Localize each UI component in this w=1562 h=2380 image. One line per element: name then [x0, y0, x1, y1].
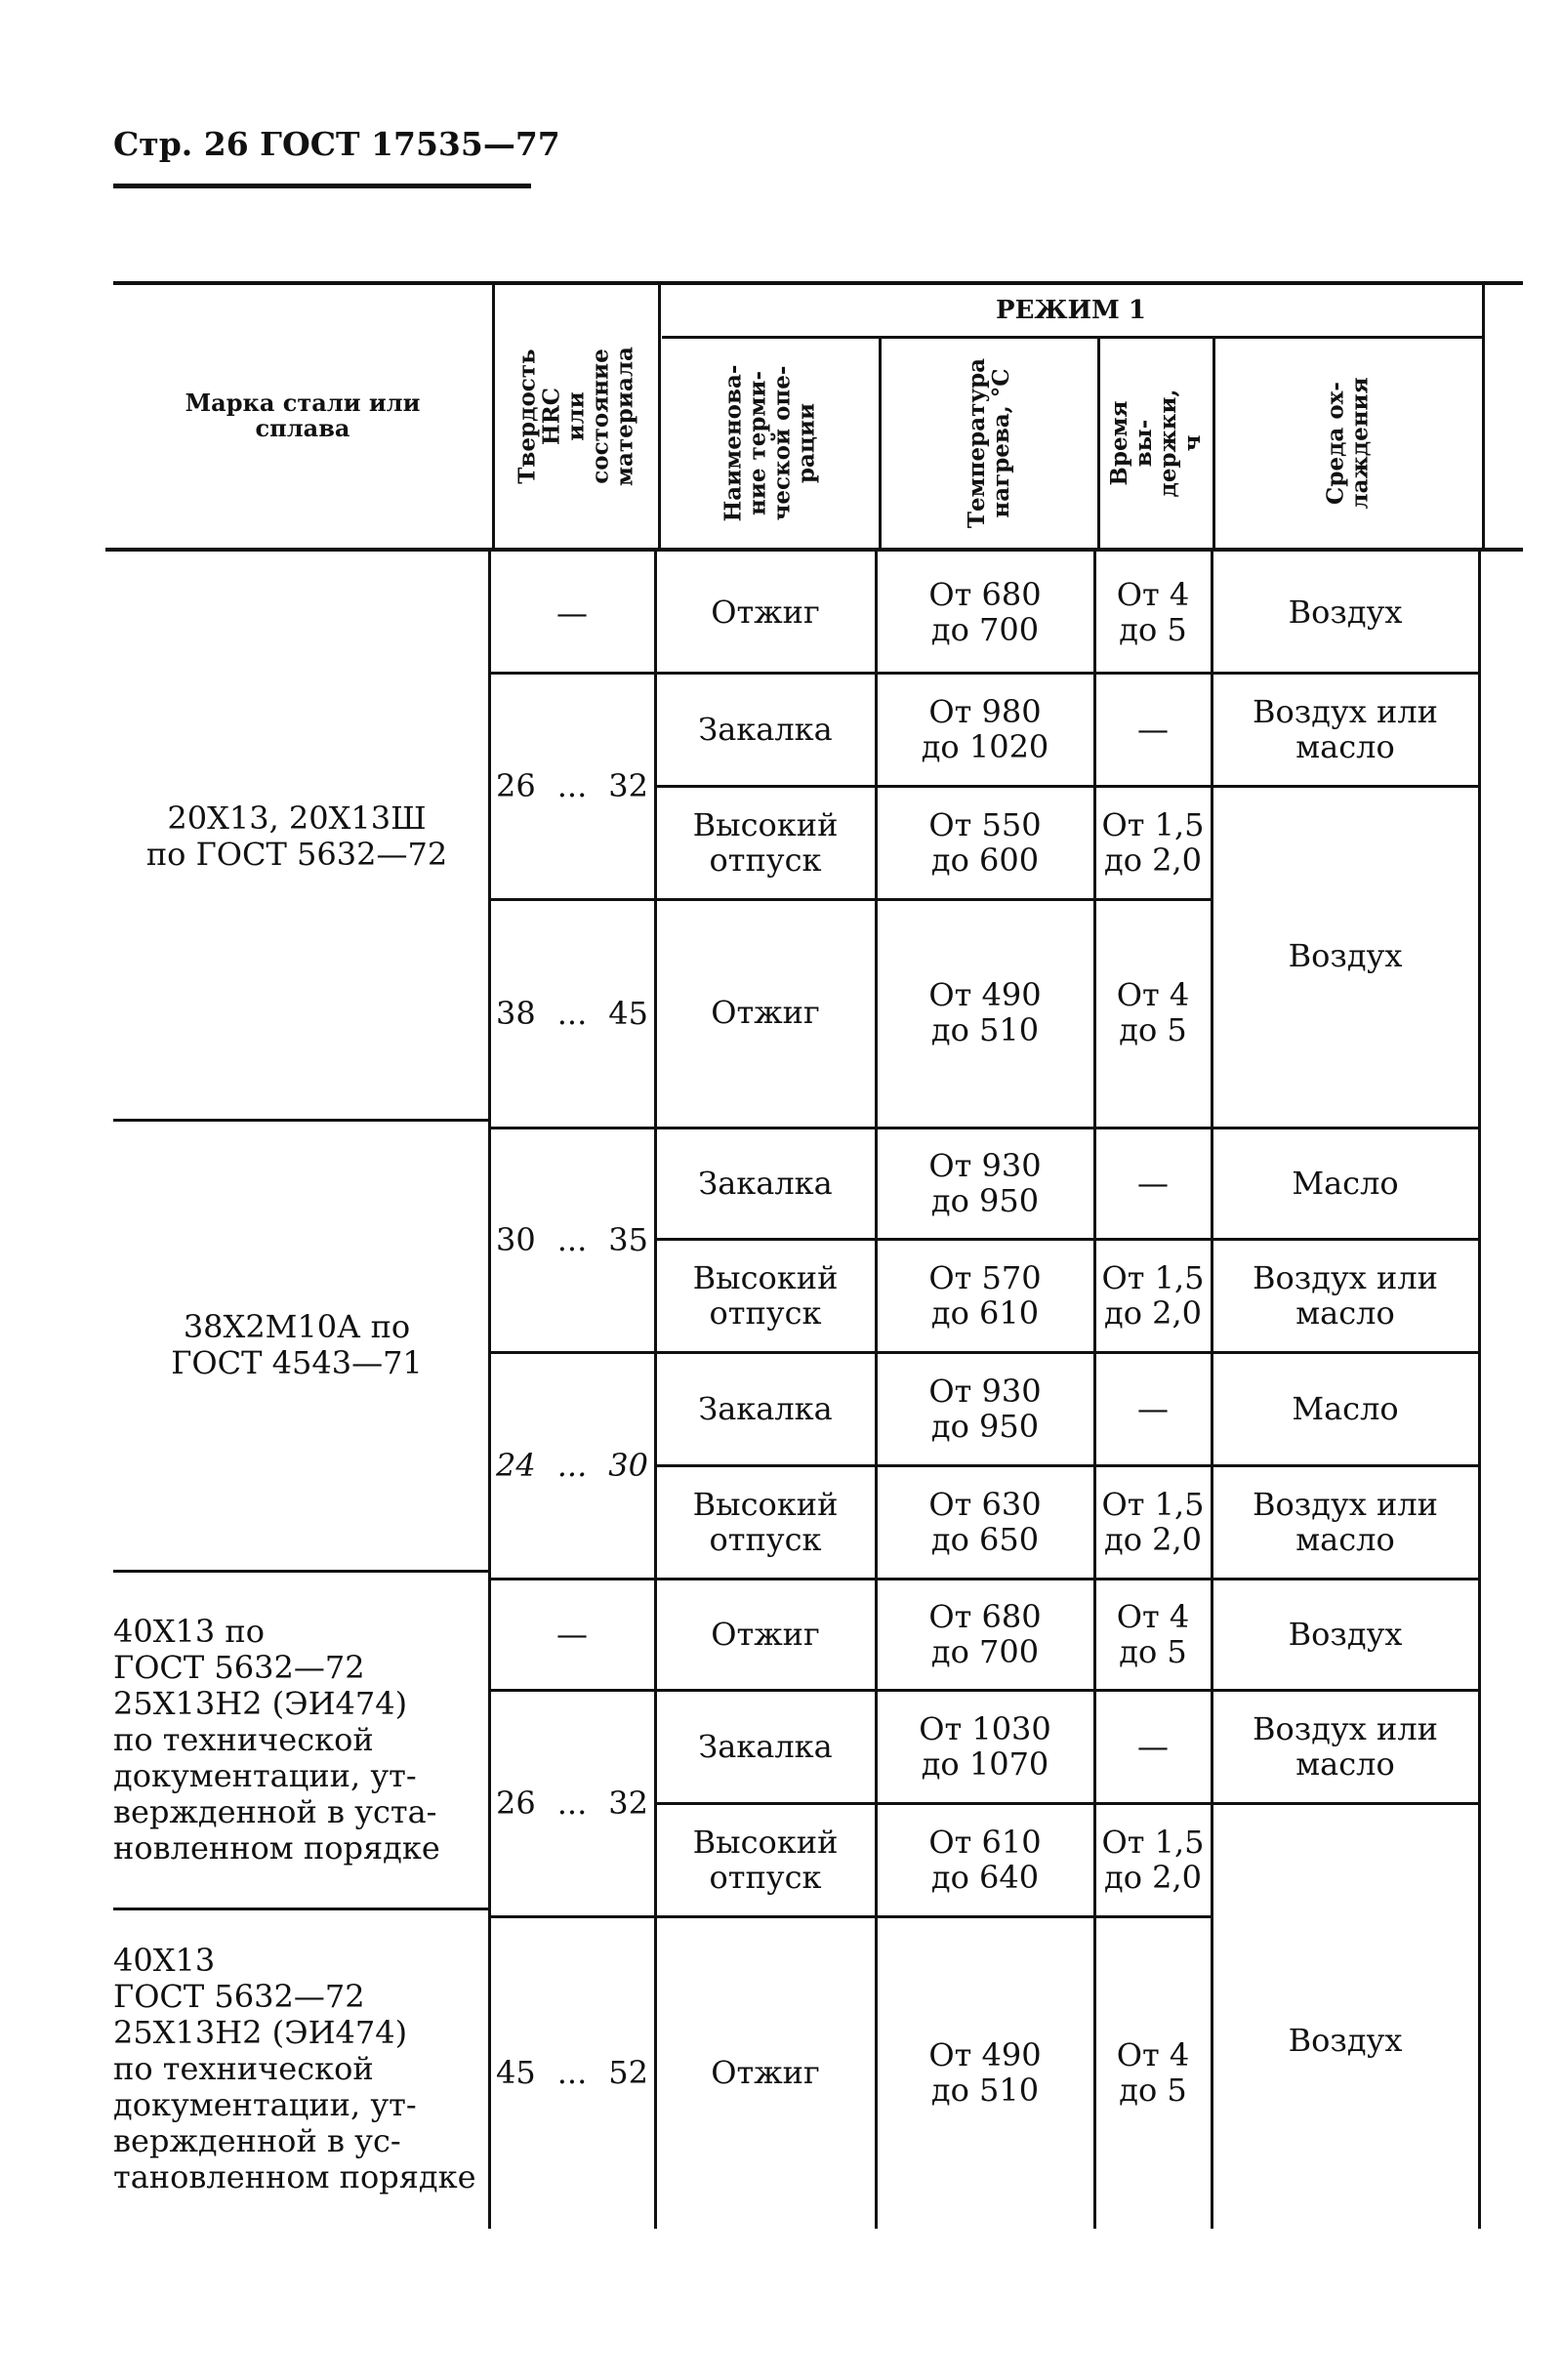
- time-cell: От 4 до 5: [1116, 576, 1190, 648]
- temperature-cell: От 570 до 610: [928, 1259, 1042, 1332]
- hardness-cell: —: [556, 1616, 588, 1653]
- col-header-medium: Среда ох- лаждения: [1322, 377, 1374, 510]
- medium-cell: Воздух или масло: [1253, 1710, 1438, 1783]
- operation-cell: Высокий отпуск: [692, 806, 839, 879]
- time-cell: От 4 до 5: [1116, 1598, 1190, 1670]
- time-cell: От 1,5 до 2,0: [1101, 1259, 1205, 1332]
- temperature-cell: От 490 до 510: [928, 2036, 1042, 2109]
- medium-cell: Масло: [1292, 1390, 1399, 1427]
- temperature-cell: От 680 до 700: [928, 1598, 1042, 1670]
- operation-cell: Высокий отпуск: [692, 1486, 839, 1558]
- header-bottom-rule: [105, 548, 1523, 552]
- col-header-mode: РЕЖИМ 1: [996, 296, 1146, 325]
- col-header-time: Время вы- держки, ч: [1106, 389, 1206, 498]
- operation-cell: Высокий отпуск: [692, 1259, 839, 1332]
- col-header-mark: Марка стали или сплава: [185, 389, 421, 442]
- temperature-cell: От 1030 до 1070: [919, 1710, 1051, 1783]
- divider: [1478, 552, 1481, 2229]
- operation-cell: Отжиг: [711, 994, 820, 1031]
- operation-cell: Отжиг: [711, 2054, 820, 2091]
- hardness-cell: 26 ... 32: [496, 767, 648, 804]
- medium-cell: Воздух или масло: [1253, 693, 1438, 765]
- page-header: Стр. 26 ГОСТ 17535—77: [113, 125, 560, 163]
- medium-cell: Масло: [1292, 1165, 1399, 1202]
- temperature-cell: От 550 до 600: [928, 806, 1042, 879]
- temperature-cell: От 930 до 950: [928, 1373, 1042, 1445]
- steel-mark-cell: 38Х2М10А по ГОСТ 4543—71: [171, 1308, 423, 1381]
- hardness-cell: 26 ... 32: [496, 1785, 648, 1822]
- hardness-cell: —: [556, 595, 588, 632]
- hardness-cell: 45 ... 52: [496, 2054, 648, 2091]
- time-cell: —: [1137, 1728, 1169, 1765]
- medium-cell: Воздух или масло: [1253, 1486, 1438, 1558]
- operation-cell: Закалка: [698, 1165, 833, 1202]
- time-cell: —: [1137, 711, 1169, 748]
- medium-cell: Воздух: [1288, 937, 1403, 974]
- operation-cell: Высокий отпуск: [692, 1824, 839, 1896]
- time-cell: —: [1137, 1390, 1169, 1427]
- steel-mark-cell: 20Х13, 20Х13Ш по ГОСТ 5632—72: [145, 800, 448, 873]
- medium-cell: Воздух: [1288, 1616, 1403, 1653]
- temperature-cell: От 680 до 700: [928, 576, 1042, 648]
- temperature-cell: От 490 до 510: [928, 976, 1042, 1048]
- time-cell: От 1,5 до 2,0: [1101, 1824, 1205, 1896]
- mode-rule: [662, 336, 1484, 339]
- hardness-cell: 38 ... 45: [496, 995, 648, 1032]
- medium-cell: Воздух или масло: [1253, 1259, 1438, 1332]
- col-header-operation: Наименова- ние терми- ческой опе- рации: [719, 364, 819, 522]
- col-header-hardness: Твердость HRC или состояние материала: [514, 346, 638, 486]
- operation-cell: Отжиг: [711, 594, 820, 631]
- medium-cell: Воздух: [1288, 2022, 1403, 2059]
- col-header-temperature: Температура нагрева, °С: [963, 357, 1014, 529]
- temperature-cell: От 610 до 640: [928, 1824, 1042, 1896]
- medium-cell: Воздух: [1288, 594, 1403, 631]
- hardness-cell: 30 ... 35: [496, 1221, 648, 1258]
- time-cell: От 1,5 до 2,0: [1101, 1486, 1205, 1558]
- steel-mark-cell: 40Х13 по ГОСТ 5632—72 25Х13Н2 (ЭИ474) по технической документации, ут- вержденной в уста- новленном порядке: [113, 1612, 440, 1867]
- time-cell: От 4 до 5: [1116, 2036, 1190, 2109]
- operation-cell: Закалка: [698, 1390, 833, 1427]
- operation-cell: Закалка: [698, 1728, 833, 1765]
- hardness-cell: 24 ... 30: [496, 1447, 648, 1484]
- time-cell: От 1,5 до 2,0: [1101, 806, 1205, 879]
- time-cell: От 4 до 5: [1116, 976, 1190, 1048]
- steel-mark-cell: 40Х13 ГОСТ 5632—72 25Х13Н2 (ЭИ474) по технической документации, ут- вержденной в ус- тановленном порядке: [113, 1941, 476, 2195]
- temperature-cell: От 930 до 950: [928, 1147, 1042, 1219]
- operation-cell: Отжиг: [711, 1616, 820, 1653]
- time-cell: —: [1137, 1165, 1169, 1202]
- temperature-cell: От 980 до 1020: [921, 693, 1049, 765]
- operation-cell: Закалка: [698, 711, 833, 748]
- temperature-cell: От 630 до 650: [928, 1486, 1042, 1558]
- divider: [1482, 285, 1485, 551]
